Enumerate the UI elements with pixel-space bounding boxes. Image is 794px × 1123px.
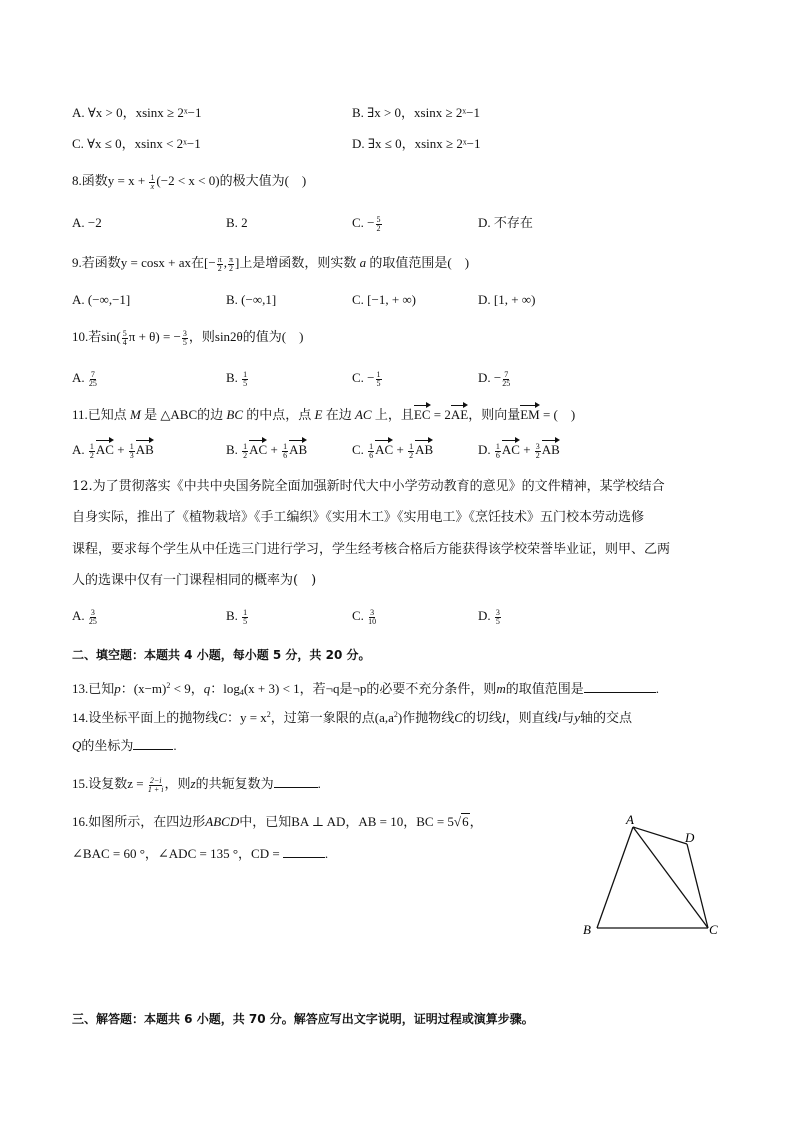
q11-option-b: B. $\frac{1}{2}$ AC + $\frac{1}{6}$ AB [226, 441, 308, 460]
q13-stem: 13.已知p：$(x-m)^2 < 9$，q：$\log_4(x + 3) < 1$，若¬q是¬p的必要不充分条件，则m的取值范围是 . [72, 681, 659, 697]
q13-answer-blank[interactable] [584, 680, 656, 693]
q9-option-a: A. (−∞,−1] [72, 292, 131, 307]
q8-option-b: B. 2 [226, 215, 248, 230]
section-3-heading: 三、解答题：本题共 6 小题，共 70 分。解答应写出文字说明，证明过程或演算步骤。 [72, 1012, 534, 1026]
q9-option-c: C. [−1, + ∞) [352, 292, 417, 307]
edge-dc [687, 844, 708, 928]
q8-option-d: D. 不存在 [478, 215, 533, 230]
q7-option-b: B. ∃x > 0，xsinx ≥ 2ˣ−1 [352, 105, 480, 120]
q14-stem: 14.设坐标平面上的抛物线C：$y = x^2$，过第一象限的点$(a,a^2)$作抛物线C的切线l，则直线l与y轴的交点 [72, 710, 633, 725]
q10-stem: 10.若sin( $\frac{5}{4}$ π + θ) = − $\frac{3}{5}$ ，则sin2θ的值为( ) [72, 328, 304, 347]
q16-answer-blank[interactable] [283, 845, 325, 858]
q12-option-c: C. $\frac{3}{10}$ [352, 607, 377, 626]
q12-line-3: 课程，要求每个学生从中任选三门进行学习，学生经考核合格后方能获得该学校荣誉毕业证，则甲、乙两 [72, 542, 671, 557]
q11-stem: 11.已知点 M 是 △ABC的边 BC 的中点，点 E 在边 AC 上，且EC = 2AE，则向量EM = ( ) [72, 407, 576, 422]
q9-option-b: B. (−∞,1] [226, 292, 277, 307]
section-2-heading: 二、填空题：本题共 4 小题，每小题 5 分，共 20 分。 [72, 648, 371, 662]
q8-option-c: C. − $\frac{5}{2}$ [352, 214, 381, 233]
edge-ad [633, 827, 687, 844]
q10-option-a: A. $\frac{7}{25}$ [72, 369, 97, 388]
q8-stem: 8.函数y = x + $\frac{1}{x}$ (−2 < x < 0)的极大值为( ) [72, 172, 307, 191]
q12-line-4: 人的选课中仅有一门课程相同的概率为( ) [72, 573, 317, 588]
edge-ac [633, 827, 708, 928]
q14-stem-2: Q的坐标为 . [72, 738, 177, 753]
vertex-label-d: D [685, 830, 695, 845]
edge-ab [597, 827, 633, 928]
q10-option-d: D. − $\frac{7}{25}$ [478, 369, 511, 388]
q12-line-1: 12.为了贯彻落实《中共中央国务院全面加强新时代大中小学劳动教育的意见》的文件精神，某学校结合 [72, 479, 665, 494]
q11-option-c: C. $\frac{1}{6}$ AC + $\frac{1}{2}$ AB [352, 441, 434, 460]
q7-option-d: D. ∃x ≤ 0，xsinx ≥ 2ˣ−1 [352, 136, 481, 151]
q9-option-d: D. [1, + ∞) [478, 292, 536, 307]
q16-stem-2: ∠BAC = 60 °，∠ADC = 135 °，CD = . [72, 846, 329, 861]
q16-stem: 16.如图所示，在四边形ABCD中，已知BA ⊥ AD，AB = 10，BC = 5√6， [72, 814, 483, 829]
q12-option-d: D. $\frac{3}{5}$ [478, 607, 500, 626]
q7-option-c: C. ∀x ≤ 0，xsinx < 2ˣ−1 [72, 136, 201, 151]
vertex-label-a: A [626, 812, 634, 827]
q10-option-b: B. $\frac{1}{5}$ [226, 369, 248, 388]
q12-option-b: B. $\frac{1}{5}$ [226, 607, 248, 626]
q15-answer-blank[interactable] [274, 775, 318, 788]
q14-answer-blank[interactable] [133, 737, 173, 750]
q9-stem: 9.若函数y = cosx + ax在[− $\frac{\pi}{2}$ , $\frac{\pi}{2}$ ]上是增函数，则实数 a 的取值范围是( ) [72, 254, 470, 273]
q12-option-a: A. $\frac{3}{25}$ [72, 607, 97, 626]
q11-option-d: D. $\frac{1}{6}$ AC + $\frac{3}{2}$ AB [478, 441, 560, 460]
q7-option-a: A. ∀x > 0，xsinx ≥ 2ˣ−1 [72, 105, 202, 120]
q12-line-2: 自身实际，推出了《植物栽培》《手工编织》《实用木工》《实用电工》《烹饪技术》五门校本劳动选修 [72, 510, 645, 525]
vertex-label-c: C [709, 922, 718, 937]
q10-option-c: C. − $\frac{1}{5}$ [352, 369, 381, 388]
vertex-label-b: B [583, 922, 591, 937]
q11-option-a: A. $\frac{1}{2}$ AC + $\frac{1}{3}$ AB [72, 441, 154, 460]
q8-option-a: A. −2 [72, 215, 102, 230]
quadrilateral-figure [578, 810, 728, 940]
q15-stem: 15.设复数z = $\frac{2-i}{1 + i}$ ，则z的共轭复数为 . [72, 775, 321, 794]
